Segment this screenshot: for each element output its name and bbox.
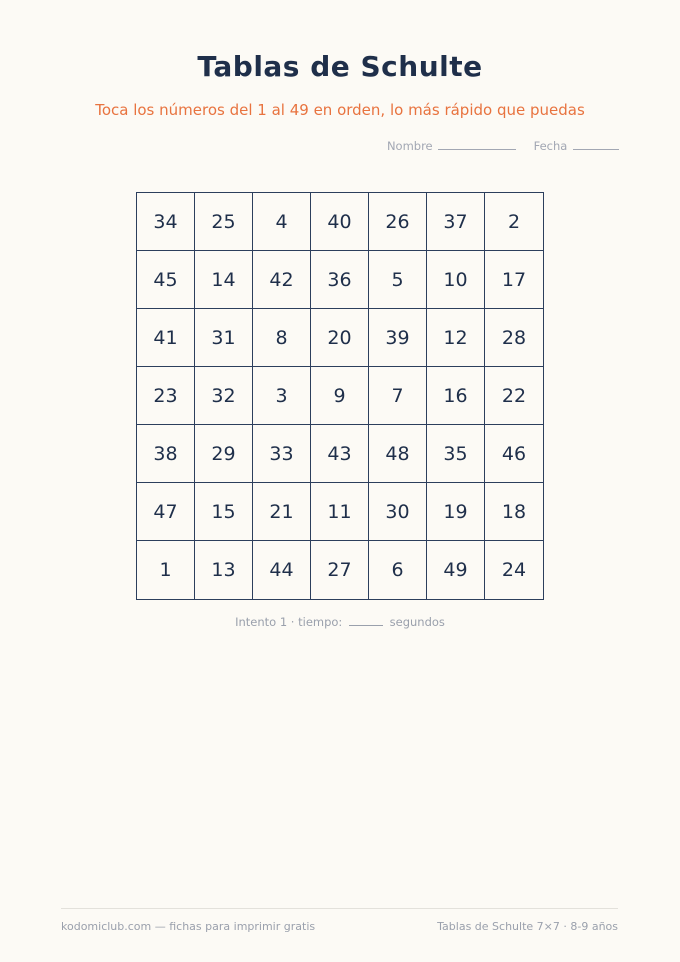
grid-cell[interactable]: 36 [311, 251, 369, 309]
instructions-subtitle: Toca los números del 1 al 49 en orden, lo más rápido que puedas [95, 101, 585, 119]
grid-cell[interactable]: 38 [137, 425, 195, 483]
grid-cell[interactable]: 3 [253, 367, 311, 425]
grid-cell[interactable]: 49 [427, 541, 485, 599]
grid-cell[interactable]: 31 [195, 309, 253, 367]
grid-cell[interactable]: 41 [137, 309, 195, 367]
grid-cell[interactable]: 20 [311, 309, 369, 367]
attempt-label: Intento 1 · tiempo: [235, 615, 343, 629]
date-field[interactable] [573, 139, 619, 150]
grid-cell[interactable]: 27 [311, 541, 369, 599]
grid-cell[interactable]: 39 [369, 309, 427, 367]
grid-cell[interactable]: 21 [253, 483, 311, 541]
grid-cell[interactable]: 8 [253, 309, 311, 367]
grid-cell[interactable]: 7 [369, 367, 427, 425]
grid-cell[interactable]: 2 [485, 193, 543, 251]
grid-cell[interactable]: 22 [485, 367, 543, 425]
grid-cell[interactable]: 16 [427, 367, 485, 425]
grid-cell[interactable]: 46 [485, 425, 543, 483]
attempt-time [0, 615, 680, 629]
grid-cell[interactable]: 37 [427, 193, 485, 251]
name-label: Nombre [386, 139, 433, 153]
grid-cell[interactable]: 18 [485, 483, 543, 541]
page-title: Tablas de Schulte [197, 50, 483, 83]
name-date-fields [387, 139, 619, 153]
grid-cell[interactable]: 14 [195, 251, 253, 309]
grid-cell[interactable]: 43 [311, 425, 369, 483]
grid-cell[interactable]: 13 [195, 541, 253, 599]
grid-cell[interactable]: 34 [137, 193, 195, 251]
grid-cell[interactable]: 11 [311, 483, 369, 541]
grid-cell[interactable]: 9 [311, 367, 369, 425]
grid-cell[interactable]: 40 [311, 193, 369, 251]
grid-cell[interactable]: 15 [195, 483, 253, 541]
grid-cell[interactable]: 19 [427, 483, 485, 541]
grid-cell[interactable]: 30 [369, 483, 427, 541]
footer-site: kodomiclub.com — fichas para imprimir gratis [61, 920, 316, 933]
grid-cell[interactable]: 28 [485, 309, 543, 367]
grid-cell[interactable]: 47 [137, 483, 195, 541]
date-label: Fecha [533, 139, 568, 153]
grid-cell[interactable]: 44 [253, 541, 311, 599]
grid-cell[interactable]: 32 [195, 367, 253, 425]
schulte-grid [136, 192, 544, 600]
grid-cell[interactable]: 45 [137, 251, 195, 309]
grid-cell[interactable]: 10 [427, 251, 485, 309]
grid-cell[interactable]: 42 [253, 251, 311, 309]
grid-cell[interactable]: 29 [195, 425, 253, 483]
name-field[interactable] [438, 139, 516, 150]
grid-cell[interactable]: 23 [137, 367, 195, 425]
grid-cell[interactable]: 24 [501, 559, 527, 581]
grid-cell[interactable]: 35 [427, 425, 485, 483]
time-field[interactable] [349, 615, 383, 626]
grid-cell[interactable]: 48 [369, 425, 427, 483]
grid-cell[interactable]: 17 [485, 251, 543, 309]
seconds-label: segundos [389, 615, 445, 629]
grid-cell[interactable]: 25 [195, 193, 253, 251]
grid-cell[interactable]: 12 [427, 309, 485, 367]
grid-cell[interactable]: 26 [369, 193, 427, 251]
grid-cell[interactable]: 6 [369, 541, 427, 599]
footer-divider [61, 908, 618, 909]
grid-cell[interactable]: 1 [137, 541, 195, 599]
footer-sheet-info: Tablas de Schulte 7×7 · 8-9 años [437, 920, 618, 933]
grid-cell[interactable]: 4 [253, 193, 311, 251]
grid-cell[interactable]: 5 [369, 251, 427, 309]
grid-cell[interactable]: 33 [253, 425, 311, 483]
